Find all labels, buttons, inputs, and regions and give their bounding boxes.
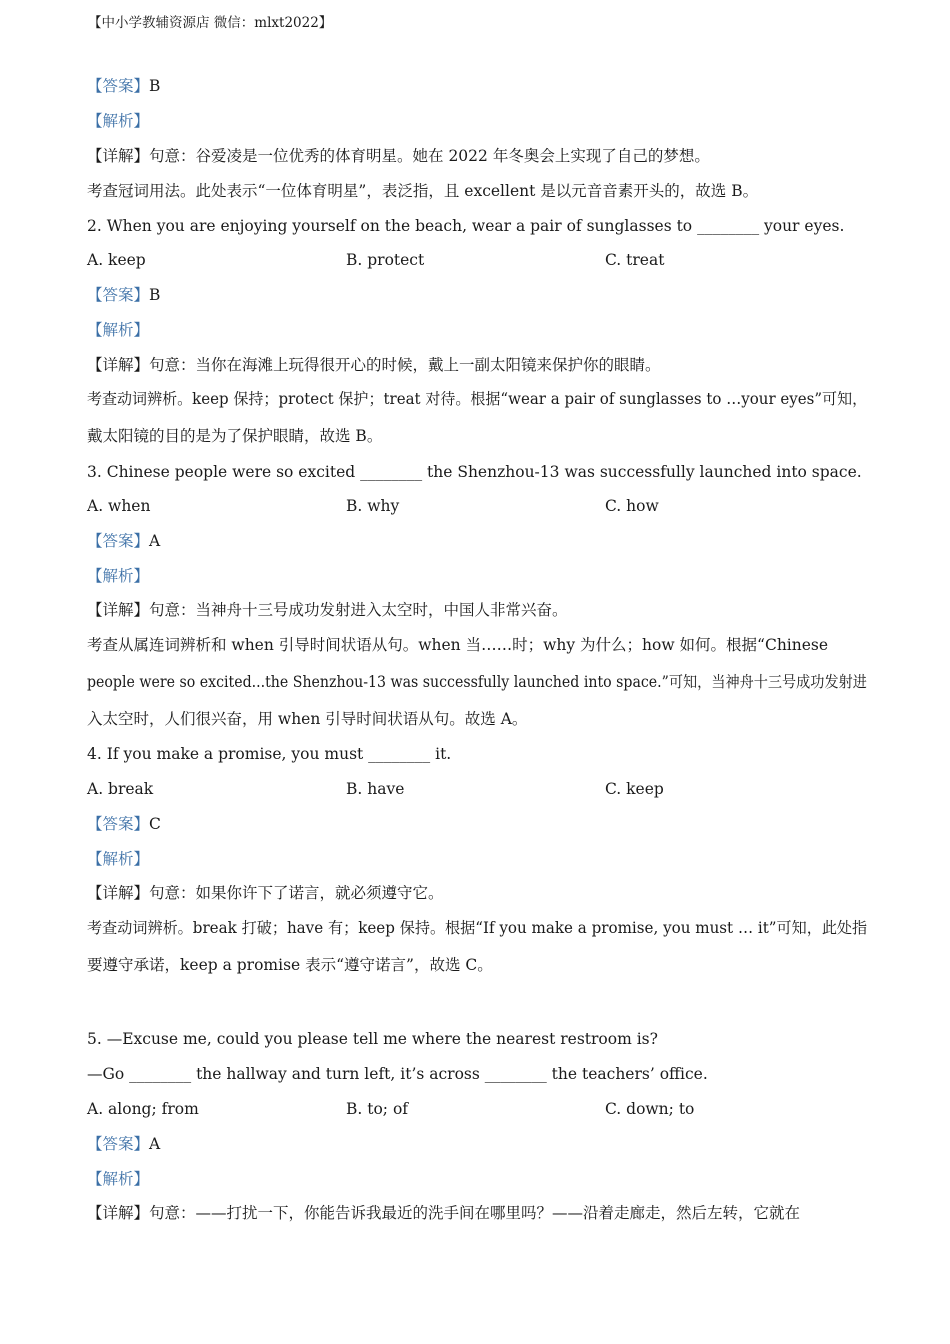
q4-explanation-2: 要遵守承诺，keep a promise 表示“遵守诺言”，故选 C。 xyxy=(87,956,493,974)
detail-label: 【详解】 xyxy=(87,356,150,374)
q5-detail: 句意：——打扰一下，你能告诉我最近的洗手间在哪里吗？——沿着走廊走，然后左转，它就在 xyxy=(149,1204,801,1222)
answer-label: 【答案】 xyxy=(87,815,150,833)
q4-detail: 句意：如果你许下了诺言，就必须遵守它。 xyxy=(149,884,444,902)
q3-explanation-1: 考查从属连词辨析和 when 引导时间状语从句。when 当……时；why 为什么；how 如何。根据“Chinese xyxy=(87,636,829,654)
detail-label: 【详解】 xyxy=(87,601,150,619)
q5-stem-2: —Go ________ the hallway and turn left, it’s across ________ the teachers’ office. xyxy=(87,1065,708,1083)
answer-label: 【答案】 xyxy=(87,532,150,550)
q5-option-a: A. along; from xyxy=(87,1100,199,1118)
q4-analysis-label: 【解析】 xyxy=(87,850,150,868)
q4-answer-line xyxy=(87,814,161,834)
q1-answer-line xyxy=(87,76,160,96)
q3-options xyxy=(87,496,867,516)
q4-option-a: A. break xyxy=(87,780,154,798)
q5-answer-line xyxy=(87,1134,160,1154)
q2-option-a: A. keep xyxy=(87,251,146,269)
q2-explanation-1: 考查动词辨析。keep 保持；protect 保护；treat 对待。根据“wear a pair of sunglasses to …your eyes”可知， xyxy=(87,390,868,408)
detail-label: 【详解】 xyxy=(87,1204,150,1222)
q3-answer-line xyxy=(87,531,160,551)
answer-label: 【答案】 xyxy=(87,77,150,95)
q3-explanation-2: people were so excited...the Shenzhou-13 was successfully launched into space.”可知，当神舟十三号成功发射进 xyxy=(87,673,867,691)
detail-label: 【详解】 xyxy=(87,147,150,165)
q2-answer-line xyxy=(87,285,160,305)
q4-options xyxy=(87,779,867,799)
q4-detail-line xyxy=(87,883,444,903)
q3-explanation-3: 入太空时，人们很兴奋，用 when 引导时间状语从句。故选 A。 xyxy=(87,710,528,728)
q3-answer: A xyxy=(149,532,161,550)
q2-options xyxy=(87,250,867,270)
q2-explanation-2: 戴太阳镜的目的是为了保护眼睛，故选 B。 xyxy=(87,427,383,445)
q2-detail: 句意：当你在海滩上玩得很开心的时候，戴上一副太阳镜来保护你的眼睛。 xyxy=(149,356,661,374)
q4-option-b: B. have xyxy=(346,780,405,798)
page-header: 【中小学教辅资源店 微信：mlxt2022】 xyxy=(88,15,333,31)
q5-analysis-label: 【解析】 xyxy=(87,1170,150,1188)
answer-label: 【答案】 xyxy=(87,1135,150,1153)
q3-option-c: C. how xyxy=(605,497,659,515)
q4-explanation-1: 考查动词辨析。break 打破；have 有；keep 保持。根据“If you make a promise, you must … it”可知，此处指 xyxy=(87,919,868,937)
q2-option-b: B. protect xyxy=(346,251,425,269)
q3-option-b: B. why xyxy=(346,497,400,515)
q5-detail-line xyxy=(87,1203,800,1223)
q5-answer: A xyxy=(149,1135,161,1153)
q3-option-a: A. when xyxy=(87,497,151,515)
q5-options xyxy=(87,1099,867,1119)
q5-option-b: B. to; of xyxy=(346,1100,409,1118)
q1-answer: B xyxy=(149,77,161,95)
answer-label: 【答案】 xyxy=(87,286,150,304)
q2-detail-line xyxy=(87,355,661,375)
q1-explanation: 考查冠词用法。此处表示“一位体育明星”，表泛指，且 excellent 是以元音音素开头的，故选 B。 xyxy=(87,182,759,200)
q3-detail: 句意：当神舟十三号成功发射进入太空时，中国人非常兴奋。 xyxy=(149,601,568,619)
q3-stem: 3. Chinese people were so excited ________ the Shenzhou-13 was successfully launched into space. xyxy=(87,463,862,481)
q1-detail: 句意：谷爱凌是一位优秀的体育明星。她在 2022 年冬奥会上实现了自己的梦想。 xyxy=(149,147,710,165)
q2-analysis-label: 【解析】 xyxy=(87,321,150,339)
q3-analysis-label: 【解析】 xyxy=(87,567,150,585)
q2-answer: B xyxy=(149,286,161,304)
q1-analysis-label: 【解析】 xyxy=(87,112,150,130)
q4-option-c: C. keep xyxy=(605,780,664,798)
detail-label: 【详解】 xyxy=(87,884,150,902)
q4-stem: 4. If you make a promise, you must ________ it. xyxy=(87,745,452,763)
q1-detail-line xyxy=(87,146,710,166)
q3-detail-line xyxy=(87,600,568,620)
q5-option-c: C. down; to xyxy=(605,1100,695,1118)
q5-stem-1: 5. —Excuse me, could you please tell me where the nearest restroom is? xyxy=(87,1030,658,1048)
q2-stem: 2. When you are enjoying yourself on the beach, wear a pair of sunglasses to ________ your eyes. xyxy=(87,217,845,235)
q4-answer: C xyxy=(149,815,161,833)
q2-option-c: C. treat xyxy=(605,251,665,269)
